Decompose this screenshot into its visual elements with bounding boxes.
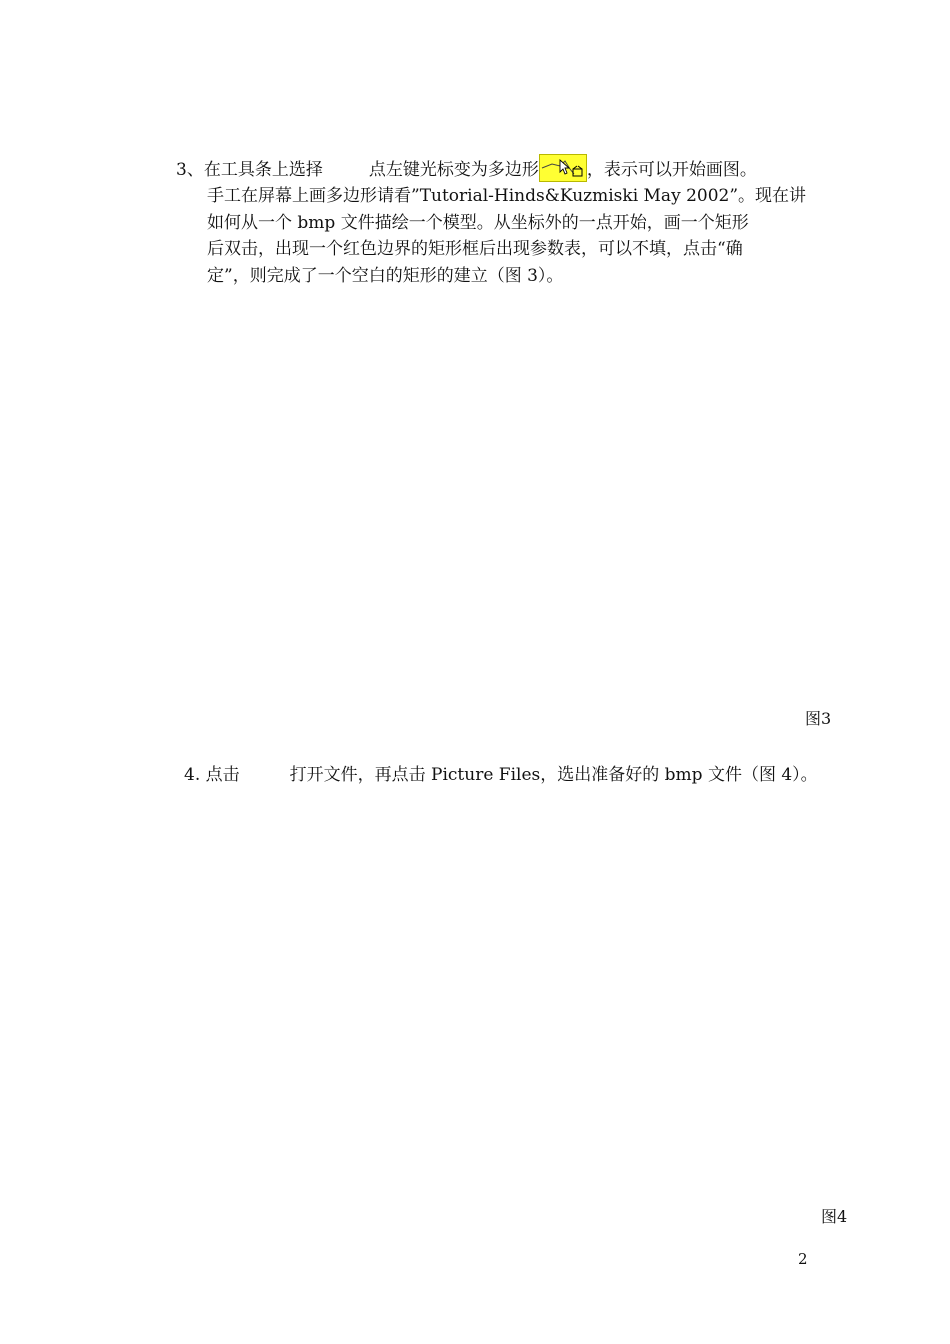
paragraph-line: 手工在屏幕上画多边形请看”Tutorial-Hinds&Kuzmiski May 2002”。现在讲 [207, 186, 807, 206]
step3-middle-text: 点左键光标变为多边形 [368, 160, 539, 180]
polygon-cursor-icon [539, 154, 587, 182]
step3-paragraph [207, 183, 812, 289]
paragraph-line: 后双击，出现一个红色边界的矩形框后出现参数表，可以不填，点击“确 [207, 239, 743, 259]
figure3-caption: 图3 [805, 709, 832, 728]
step3-heading-line [176, 154, 757, 183]
toolbar-button-placeholder [323, 174, 369, 175]
paragraph-line: 定”，则完成了一个空白的矩形的建立（图 3）。 [207, 265, 564, 286]
figure4-caption: 图4 [821, 1207, 848, 1226]
step3-lead-text: 3、在工具条上选择 [176, 160, 323, 180]
paragraph-line: 如何从一个 bmp 文件描绘一个模型。从坐标外的一点开始，画一个矩形 [207, 212, 749, 233]
page-number: 2 [798, 1250, 808, 1268]
step4-line [184, 762, 818, 788]
step4-tail-text: 打开文件，再点击 Picture Files，选出准备好的 bmp 文件（图 4）。 [289, 765, 818, 785]
open-button-placeholder [240, 779, 290, 780]
step4-lead-text: 4. 点击 [184, 765, 240, 785]
step3-tail-text: ，表示可以开始画图。 [586, 160, 757, 180]
